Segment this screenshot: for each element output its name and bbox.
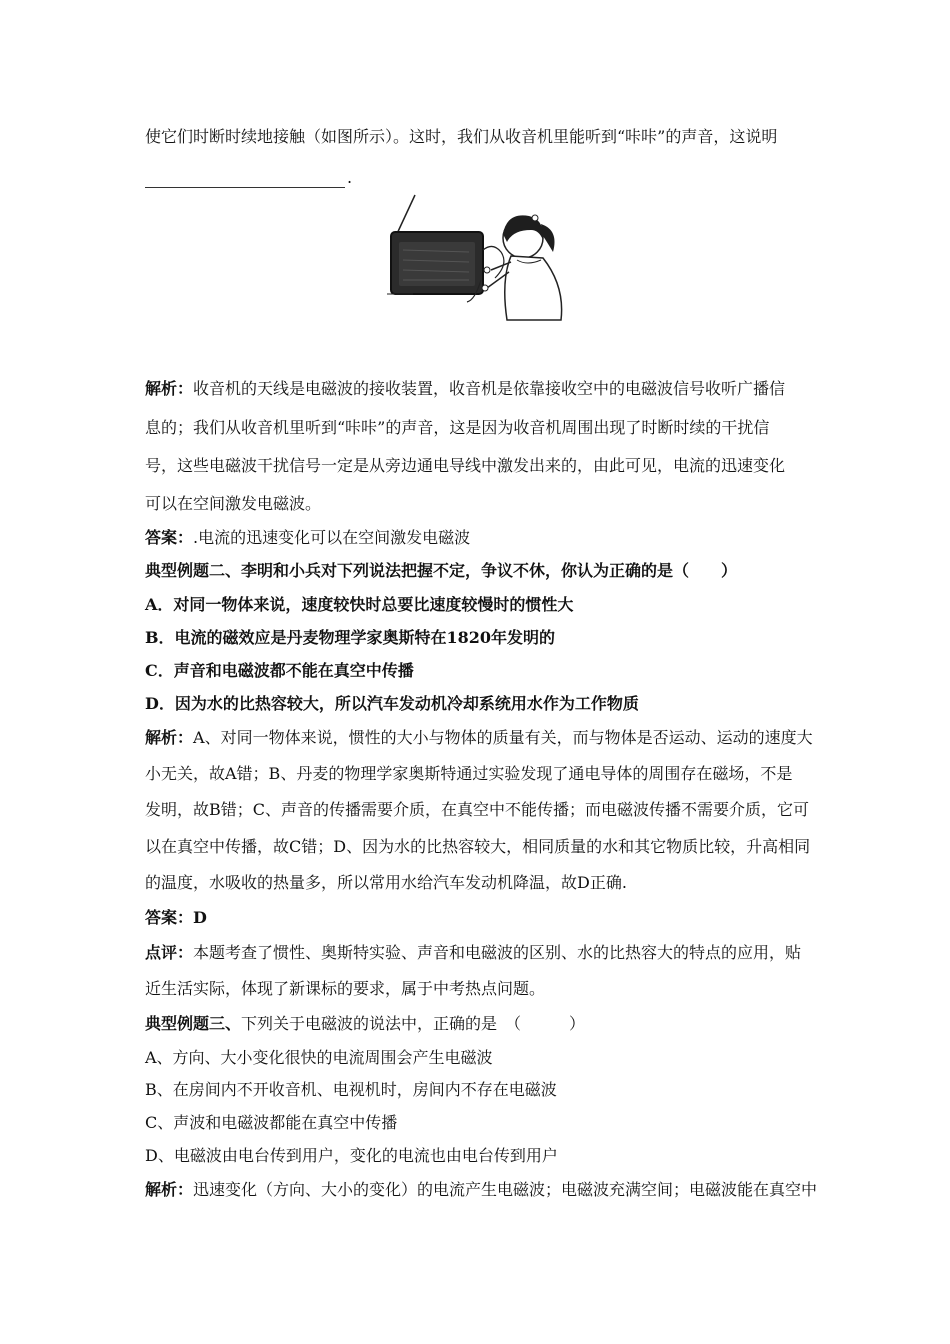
example-3-option-d: D、电磁波由电台传到用户，变化的电流也由电台传到用户	[145, 1146, 558, 1165]
comment-line-1: 点评：本题考查了惯性、奥斯特实验、声音和电磁波的区别、水的比热容大的特点的应用，贴	[145, 943, 802, 962]
girl-with-radio-illustration-icon	[383, 190, 573, 345]
analysis-1-line-3: 号，这些电磁波干扰信号一定是从旁边通电导线中激发出来的，由此可见，电流的迅速变化	[145, 456, 786, 475]
analysis-3-line-1: 解析：迅速变化（方向、大小的变化）的电流产生电磁波；电磁波充满空间；电磁波能在真空中	[145, 1180, 818, 1199]
answer-blank-line	[145, 168, 810, 188]
answer-1: 答案：.电流的迅速变化可以在空间激发电磁波	[145, 528, 471, 547]
fill-in-blank[interactable]	[145, 173, 345, 188]
comment-label: 点评：	[145, 943, 194, 962]
blank-period: .	[347, 168, 353, 187]
analysis-1-line-2: 息的；我们从收音机里听到“咔咔”的声音，这是因为收音机周围出现了时断时续的干扰信	[145, 418, 770, 437]
example-2-option-a: A．对同一物体来说，速度较快时总要比速度较慢时的惯性大	[145, 595, 574, 614]
example-2-option-b: B．电流的磁效应是丹麦物理学家奥斯特在1820年发明的	[145, 628, 556, 647]
analysis-1-line-1: 解析：收音机的天线是电磁波的接收装置，收音机是依靠接收空中的电磁波信号收听广播信	[145, 379, 786, 398]
example-3-option-a: A、方向、大小变化很快的电流周围会产生电磁波	[145, 1048, 493, 1067]
analysis-2-line-2: 小无关，故A错；B、丹麦的物理学家奥斯特通过实验发现了通电导体的周围存在磁场，不是	[145, 764, 793, 783]
example-2-title: 典型例题二、李明和小兵对下列说法把握不定，争议不休，你认为正确的是（ ）	[145, 561, 738, 580]
answer-label: 答案：	[145, 528, 194, 547]
intro-line: 使它们时断时续地接触（如图所示）。这时，我们从收音机里能听到“咔咔”的声音，这说明	[145, 127, 778, 146]
analysis-2-line-5: 的温度，水吸收的热量多，所以常用水给汽车发动机降温，故D正确.	[145, 873, 627, 892]
analysis-2-line-3: 发明，故B错；C、声音的传播需要介质，在真空中不能传播；而电磁波传播不需要介质，它可	[145, 800, 810, 819]
analysis-label: 解析：	[145, 1180, 194, 1199]
example-3-title: 典型例题三、下列关于电磁波的说法中，正确的是 （ ）	[145, 1014, 586, 1033]
example-3-option-c: C、声波和电磁波都能在真空中传播	[145, 1113, 398, 1132]
answer-2: 答案：D	[145, 908, 207, 927]
analysis-1-line-4: 可以在空间激发电磁波。	[145, 494, 322, 513]
analysis-label: 解析：	[145, 728, 194, 747]
example-2-option-d: D．因为水的比热容较大，所以汽车发动机冷却系统用水作为工作物质	[145, 694, 639, 713]
example-3-option-b: B、在房间内不开收音机、电视机时，房间内不存在电磁波	[145, 1080, 557, 1099]
analysis-2-line-4: 以在真空中传播，故C错；D、因为水的比热容较大，相同质量的水和其它物质比较，升高相同	[145, 837, 811, 856]
analysis-label: 解析：	[145, 379, 194, 398]
analysis-2-line-1: 解析：A、对同一物体来说，惯性的大小与物体的质量有关，而与物体是否运动、运动的速度大	[145, 728, 813, 747]
example-2-option-c: C．声音和电磁波都不能在真空中传播	[145, 661, 414, 680]
comment-line-2: 近生活实际，体现了新课标的要求，属于中考热点问题。	[145, 979, 546, 998]
answer-label: 答案：	[145, 908, 194, 927]
